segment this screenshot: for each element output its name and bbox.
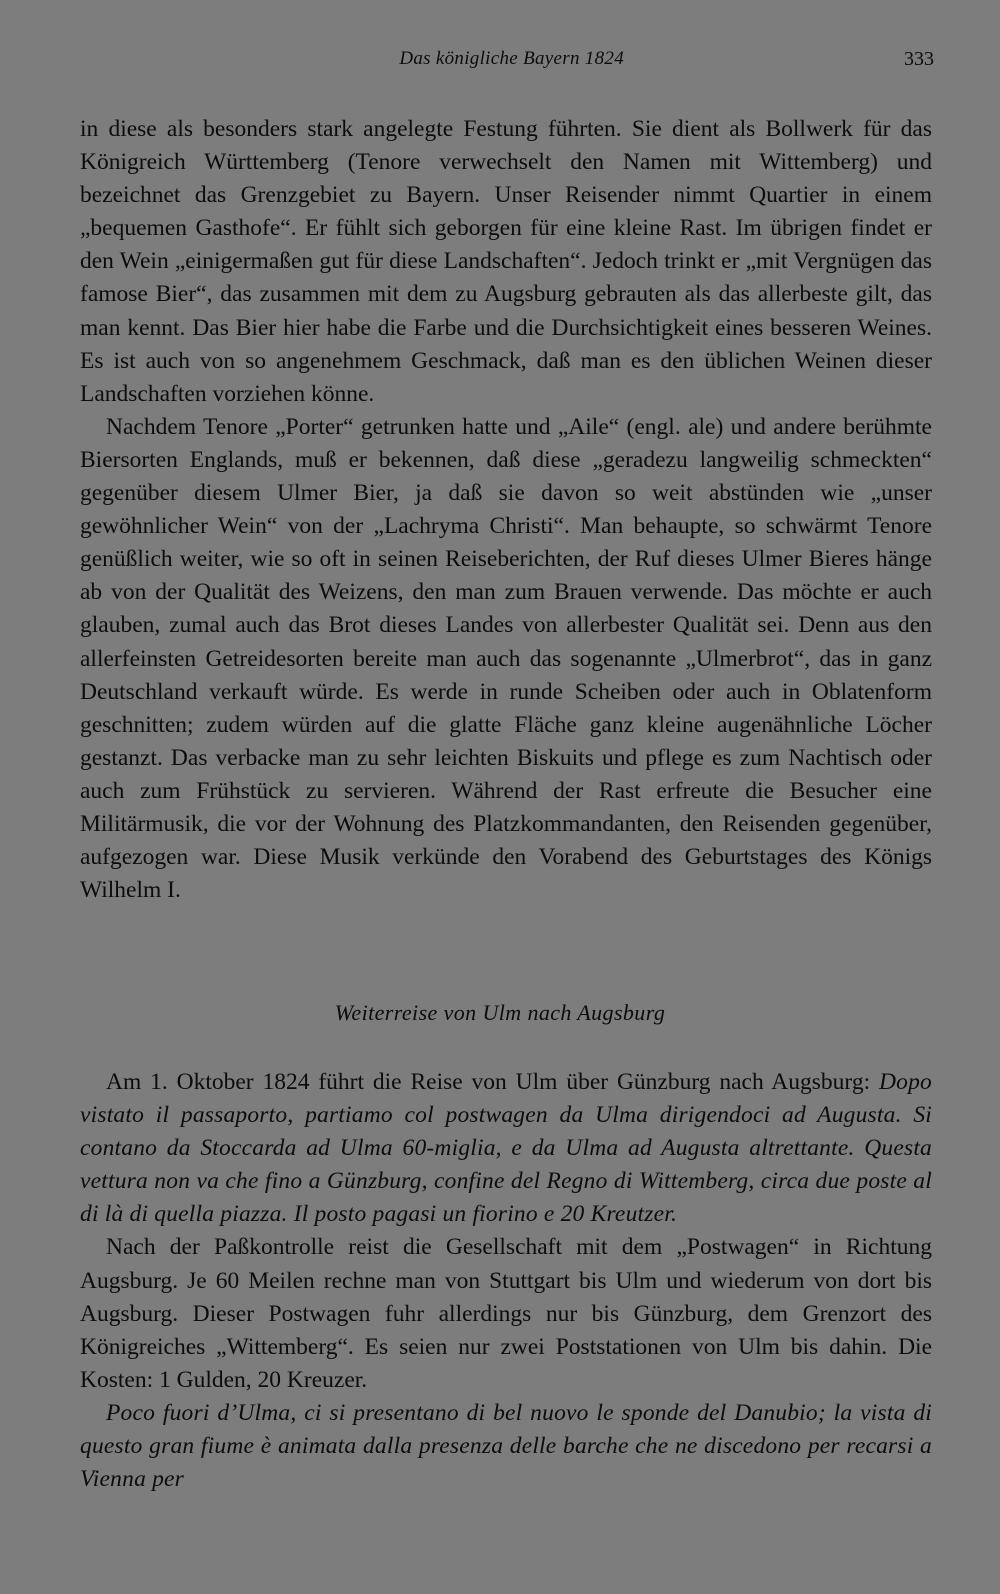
paragraph-beer-comparison: Nachdem Tenore „Porter“ getrunken hatte und „Aile“ (engl. ale) und andere berühmte Biersorten Englands, muß er bekennen, daß diese „geradezu langweilig schmeckten“ gegenüber diesem Ulmer Bier, ja daß sie davon so weit abstünden wie „unser gewöhnlicher Wein“ von der „Lachryma Christi“. Man behaupte, so schwärmt Tenore genüßlich weiter, wie so oft in seinen Reiseberichten, der Ruf dieses Ulmer Bieres hänge ab von der Qualität des Weizens, den man zum Brauen verwende. Das möchte er auch glauben, zumal auch das Brot dieses Landes von allerbester Qualität sei. Denn aus den allerfeinsten Getreidesorten bereite man auch das sogenannte „Ulmerbrot“, das in ganz Deutschland verkauft würde. Es werde in runde Scheiben oder auch in Oblatenform geschnitten; zudem würden auf die glatte Fläche ganz kleine augenähnliche Löcher gestanzt. Das verbacke man zu sehr leichten Biskuits und pflege es zum Nachtisch oder auch zum Frühstück zu servieren. Während der Rast erfreute die Besucher eine Militärmusik, die vor der Wohnung des Platzkommandanten, den Reisenden gegenüber, aufgezogen war. Diese Musik verkünde den Vorabend des Geburtstages des Königs Wilhelm I. [80, 413, 932, 904]
departure-intro: Am 1. Oktober 1824 führt die Reise von Ulm über Günzburg nach Augsburg: [106, 1069, 871, 1095]
running-head [0, 48, 1000, 78]
page-number: 333 [904, 48, 934, 70]
paragraph-departure [80, 1066, 932, 1231]
section-one-body [80, 113, 932, 907]
paragraph-continuation: in diese als besonders stark angelegte Festung führten. Sie dient als Bollwerk für das Königreich Württemberg (Tenore verwechselt den Namen mit Wittemberg) und bezeichnet das Grenzgebiet zu Bayern. Unser Reisender nimmt Quartier in einem „bequemen Gasthofe“. Er fühlt sich geborgen für eine kleine Rast. Im übrigen findet er den Wein „einigermaßen gut für diese Landschaften“. Jedoch trinkt er „mit Vergnügen das famose Bier“, das zusammen mit dem zu Augsburg gebrauten als das allerbeste gilt, das man kennt. Das Bier hier habe die Farbe und die Durchsichtigkeit eines besseren Weines. Es ist auch von so angenehmem Geschmack, daß man es den üblichen Weinen dieser Landschaften vorziehen könne. [80, 116, 932, 407]
section-two-body [80, 1066, 932, 1496]
italian-quote-2: Poco fuori d’Ulma, ci si presentano di bel nuovo le sponde del Danubio; la vista di questo gran fiume è animata dalla presenza delle barche che ne discedono per recarsi a Vienna per [80, 1399, 932, 1493]
paragraph-postwagen: Nach der Paßkontrolle reist die Gesellschaft mit dem „Postwagen“ in Richtung Augsburg. Je 60 Meilen rechne man von Stuttgart bis Ulm und wiederum von dort bis Augsburg. Dieser Postwagen fuhr allerdings nur bis Günzburg, dem Grenzort des Königreiches „Wittemberg“. Es seien nur zwei Poststationen von Ulm bis dahin. Die Kosten: 1 Gulden, 20 Kreuzer. [80, 1234, 932, 1393]
italian-quote-1: Dopo vistato il passaporto, partiamo col postwagen da Ulma dirigendoci ad Augusta. Si contano da Stoccarda ad Ulma 60-miglia, e da Ulma ad Augusta altrettante. Questa vettura non va che fino a Günzburg, confine del Regno di Wittemberg, circa due poste al di là di quella piazza. Il posto pagasi un fiorino e 20 Kreutzer. [80, 1069, 932, 1228]
section-heading: Weiterreise von Ulm nach Augsburg [334, 1000, 666, 1025]
running-title: Das königliche Bayern 1824 [399, 48, 624, 69]
